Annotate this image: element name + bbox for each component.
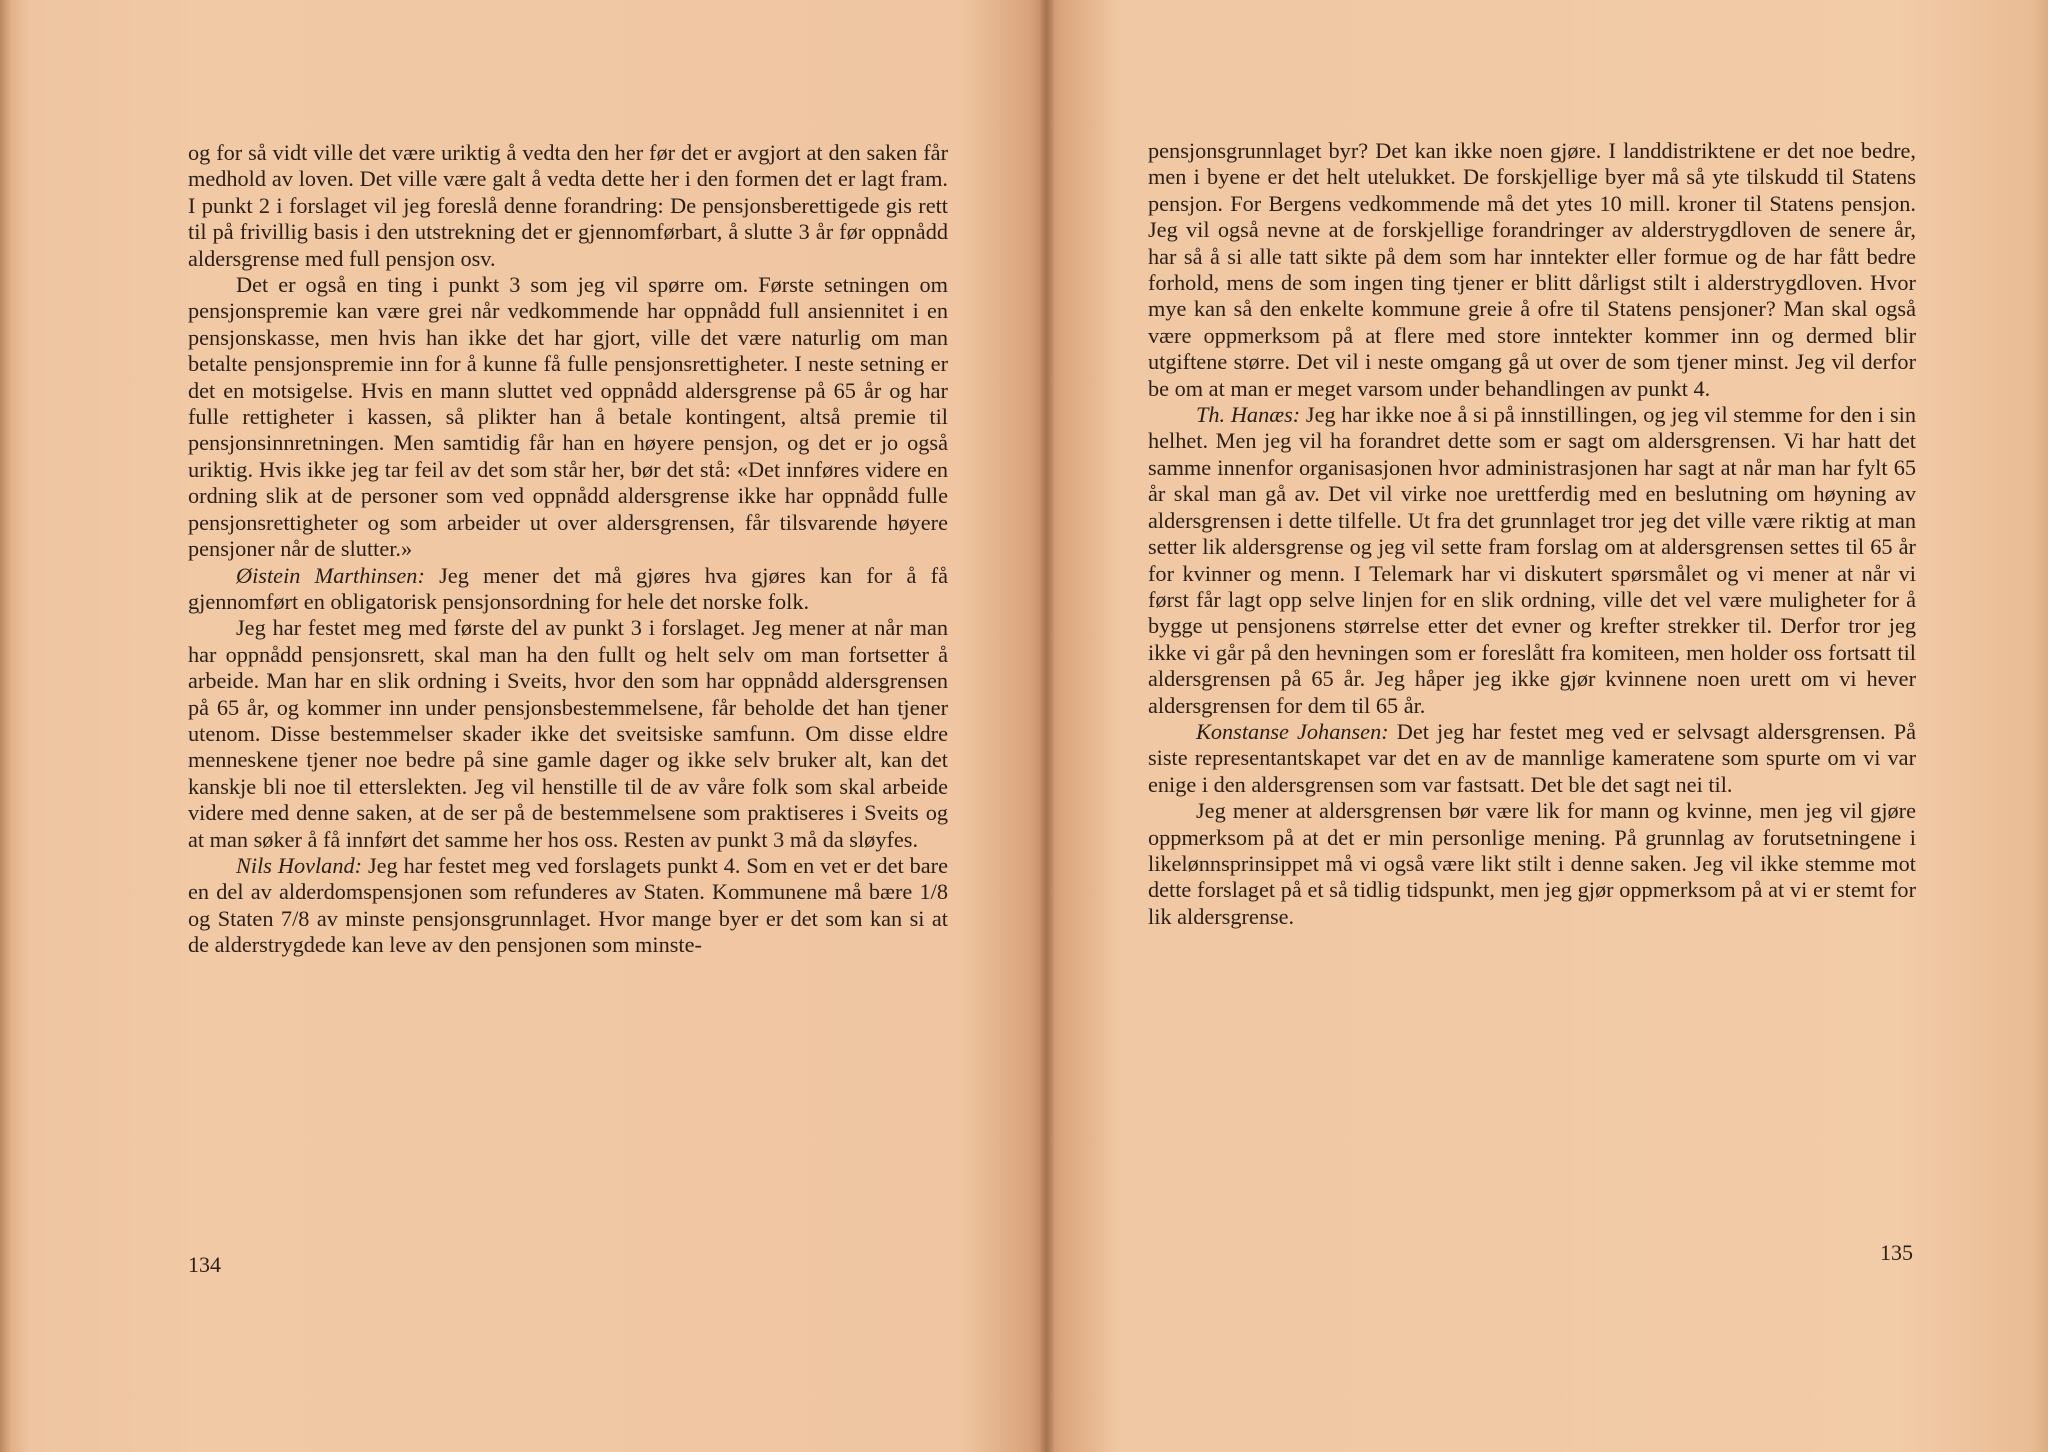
speaker-name: Nils Hovland: <box>236 852 363 878</box>
paragraph <box>188 272 948 562</box>
right-page-text <box>1148 138 1916 930</box>
paragraph <box>1148 138 1916 402</box>
paragraph <box>188 853 948 959</box>
paragraph-text: pensjonsgrunnlaget byr? Det kan ikke noen gjøre. I landdistriktene er det noe bedre, men i byene er det helt utelukket. De forskjellige byer må så yte tilskudd til Statens pensjon. For Bergens vedkommende må det ytes 10 mill. kroner til Statens pensjon. Jeg vil også nevne at de forskjellige forandringer av alderstrygdloven de senere år, har så å si alle tatt sikte på dem som har inntekter eller formue og de har fått bedre forhold, mens de som ingen ting tjener er blitt dårligst stilt i alderstrygdloven. Hvor mye kan så den enkelte kommune greie å ofre til Statens pensjoner? Man skal også være oppmerksom på at flere med store inntekter kommer inn og dermed blir utgiftene større. Det vil i neste omgang gå ut over de som tjener minst. Jeg vil derfor be om at man er meget varsom under behandlingen av punkt 4. <box>1148 138 1916 401</box>
paragraph-text: Det er også en ting i punkt 3 som jeg vil spørre om. Første setningen om pensjonspremie kan være grei når vedkommende har oppnådd full ansiennitet i en pensjonskasse, men hvis han ikke det har gjort, ville det være naturlig om man betalte pensjonspremie inn for å kunne få fulle pensjonsrettigheter. I neste setning er det en motsigelse. Hvis en mann sluttet ved oppnådd aldersgrense på 65 år og har fulle rettigheter i kassen, så plikter han å betale kontingent, altså premie til pensjonsinnretningen. Men samtidig får han en høyere pensjon, og det er jo også uriktig. Hvis ikke jeg tar feil av det som står her, bør det stå: «Det innføres videre en ordning slik at de personer som ved oppnådd aldersgrense ikke har oppnådd fulle pensjonsrettigheter og som arbeider ut over aldersgrensen, får tilsvarende høyere pensjoner når de slutter.» <box>188 272 948 562</box>
paragraph <box>1148 798 1916 930</box>
paragraph-text: Jeg mener det må gjøres hva gjøres kan for å få gjennomført en obligatorisk pensjonsordning for hele det norske folk. <box>188 562 949 614</box>
paragraph <box>188 615 948 853</box>
paragraph <box>188 140 948 272</box>
speaker-name: Th. Hanæs: <box>1196 402 1301 428</box>
paragraph <box>1148 402 1916 719</box>
paragraph-text: Jeg har festet meg med første del av punkt 3 i forslaget. Jeg mener at når man har oppnådd pensjonsrett, skal man ha den fullt og helt selv om man fortsetter å arbeide. Man har en slik ordning i Sveits, hvor den som har oppnådd aldersgrensen på 65 år, og kommer inn under pensjonsbestemmelsene, får beholde det han tjener utenom. Disse bestemmelser skader ikke det sveitsiske samfunn. Om disse eldre menneskene tjener noe bedre på sine gamle dager og ikke selv bruker alt, kan det kanskje bli noe til etterslekten. Jeg vil henstille til de av våre folk som skal arbeide videre med denne saken, at de ser på de bestemmelsene som praktiseres i Sveits og at man søker å få innført det samme her hos oss. Resten av punkt 3 må da sløyfes. <box>188 615 948 852</box>
paragraph-text: og for så vidt ville det være uriktig å vedta den her før det er avgjort at den saken får medhold av loven. Det ville være galt å vedta dette her i den formen det er lagt fram. I punkt 2 i forslaget vil jeg foreslå denne forandring: De pensjonsberettigede gis rett til på frivillig basis i den utstrekning det er gjennomførbart, å slutte 3 år før oppnådd aldersgrense med full pensjon osv. <box>188 140 948 271</box>
left-page-text <box>188 140 948 959</box>
page-number-left: 134 <box>188 1252 221 1277</box>
paragraph-text: Jeg mener at aldersgrensen bør være lik for mann og kvinne, men jeg vil gjøre oppmerksom på at det er min personlige mening. På grunnlag av forutsetningene i likelønnsprinsippet må vi også være likt stilt i denne saken. Jeg vil ikke stemme mot dette forslaget på et så tidlig tidspunkt, men jeg gjør oppmerksom på at vi er stemt for lik aldersgrense. <box>1148 798 1916 929</box>
book-gutter <box>1040 0 1054 1452</box>
paragraph <box>188 563 948 616</box>
paragraph-text: Det jeg har festet meg ved er selvsagt aldersgrensen. På siste representantskapet var det en av de mannlige kameratene som spurte om vi var enige i den aldersgrensen som var fastsatt. Det ble det sagt nei til. <box>1148 718 1916 797</box>
speaker-name: Konstanse Johansen: <box>1196 718 1389 744</box>
paragraph-text: Jeg har festet meg ved forslagets punkt 4. Som en vet er det bare en del av alderdomspensjonen som refunderes av Staten. Kommunene må bære 1/8 og Staten 7/8 av minste pensjonsgrunnlaget. Hvor mange byer er det som kan si at de alderstrygdede kan leve av den pensjonen som minste- <box>188 852 948 958</box>
page-number-right: 135 <box>1880 1240 1913 1265</box>
paragraph <box>1148 719 1916 798</box>
paragraph-text: Jeg har ikke noe å si på innstillingen, og jeg vil stemme for den i sin helhet. Men jeg vil ha forandret dette som er sagt om aldersgrensen. Vi har hatt det samme innenfor organisasjonen hvor administrasjonen har sagt at når man har fylt 65 år skal man gå av. Det vil virke noe urettferdig med en beslutning om høyning av aldersgrensen i dette tilfelle. Ut fra det grunnlaget tror jeg det ville være riktig at man setter lik aldersgrense og jeg vil sette fram forslag om at aldersgrensen settes til 65 år for kvinner og menn. I Telemark har vi diskutert spørsmålet og vi mener at når vi først får lagt opp selve linjen for en slik ordning, ville det vel være muligheter for å bygge ut pensjonens størrelse etter det evner og krefter strekker til. Derfor tror jeg ikke vi går på den hevningen som er foreslått fra komiteen, men holder oss fortsatt til aldersgrensen på 65 år. Jeg håper jeg ikke gjør kvinnene noen urett om vi hever aldersgrensen for dem til 65 år. <box>1148 402 1916 718</box>
speaker-name: Øistein Marthinsen: <box>236 562 425 588</box>
page-edge <box>0 0 10 1452</box>
